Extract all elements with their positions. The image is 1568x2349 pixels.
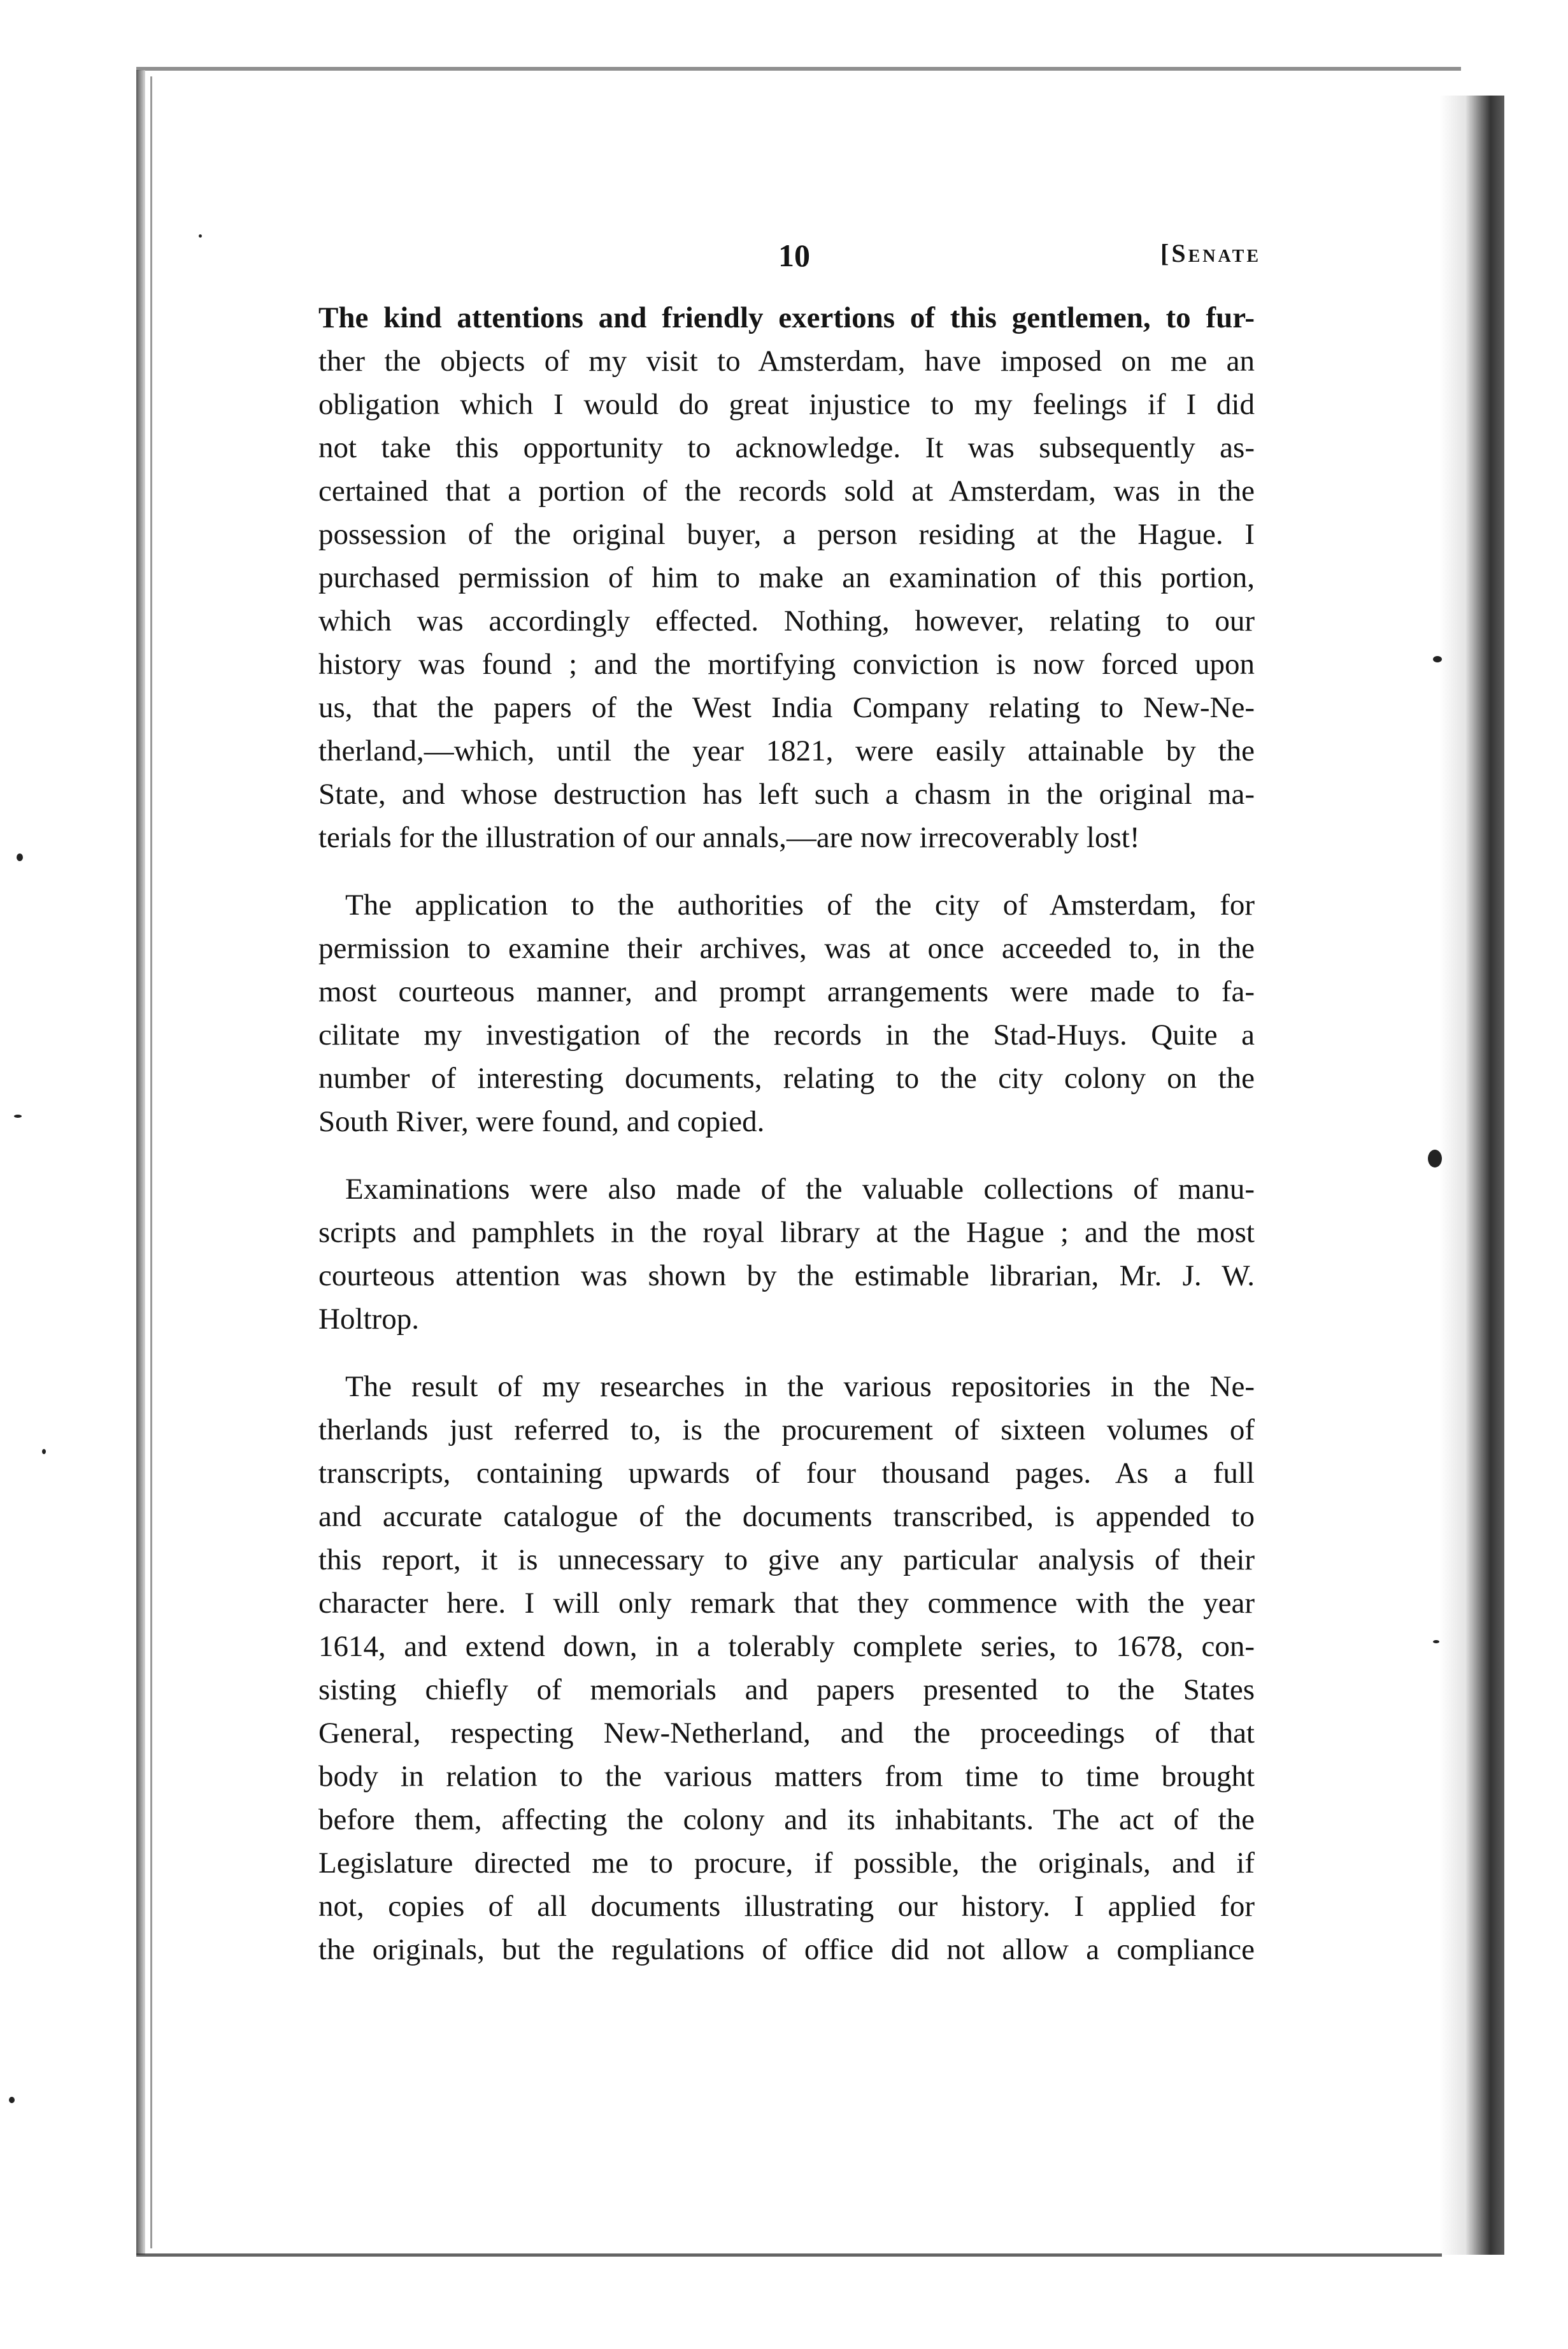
text-line: and accurate catalogue of the documents transcribed, is appended to bbox=[318, 1500, 1255, 1533]
page-left-rule bbox=[150, 76, 152, 2248]
text-line: character here. I will only remark that they commence with the year bbox=[318, 1587, 1255, 1620]
text-line: therlands just referred to, is the procurement of sixteen volumes of bbox=[318, 1413, 1255, 1446]
text-line: General, respecting New-Netherland, and the proceedings of that bbox=[318, 1717, 1255, 1750]
scan-speck bbox=[1433, 1640, 1439, 1643]
text-line: permission to examine their archives, was at once acceeded to, in the bbox=[318, 932, 1255, 965]
scan-speck bbox=[42, 1449, 46, 1454]
paragraph bbox=[318, 296, 1255, 859]
text-line: ther the objects of my visit to Amsterdam, have imposed on me an bbox=[318, 345, 1255, 378]
text-line: therland,—which, until the year 1821, were easily attainable by the bbox=[318, 734, 1255, 768]
text-line: most courteous manner, and prompt arrangements were made to fa- bbox=[318, 975, 1255, 1008]
scan-speck bbox=[17, 853, 23, 861]
text-line: The result of my researches in the various repositories in the Ne- bbox=[345, 1370, 1255, 1403]
text-line: sisting chiefly of memorials and papers presented to the States bbox=[318, 1673, 1255, 1706]
text-line: history was found ; and the mortifying conviction is now forced upon bbox=[318, 648, 1255, 681]
text-line: obligation which I would do great injustice to my feelings if I did bbox=[318, 388, 1255, 421]
text-line: certained that a portion of the records sold at Amsterdam, was in the bbox=[318, 475, 1255, 508]
text-line: Holtrop. bbox=[318, 1303, 419, 1336]
text-line: transcripts, containing upwards of four thousand pages. As a full bbox=[318, 1457, 1255, 1490]
text-line: which was accordingly effected. Nothing, however, relating to our bbox=[318, 604, 1255, 638]
text-line: The application to the authorities of the city of Amsterdam, for bbox=[345, 889, 1255, 922]
paragraph bbox=[318, 1365, 1255, 1971]
text-line: not, copies of all documents illustrating our history. I applied for bbox=[318, 1890, 1255, 1923]
text-line: State, and whose destruction has left such a chasm in the original ma- bbox=[318, 778, 1255, 811]
text-line: scripts and pamphlets in the royal library at the Hague ; and the most bbox=[318, 1216, 1255, 1249]
text-line: body in relation to the various matters from time to time brought bbox=[318, 1760, 1255, 1793]
paragraph bbox=[318, 1167, 1255, 1341]
text-line: before them, affecting the colony and its inhabitants. The act of the bbox=[318, 1803, 1255, 1836]
text-line: The kind attentions and friendly exertions of this gentlemen, to fur- bbox=[318, 301, 1255, 334]
scan-speck bbox=[9, 2097, 15, 2103]
text-line: terials for the illustration of our annals,—are now irrecoverably lost! bbox=[318, 821, 1140, 854]
book-binding bbox=[1465, 96, 1504, 2255]
page-bottom-edge bbox=[136, 2253, 1442, 2257]
text-line: possession of the original buyer, a person residing at the Hague. I bbox=[318, 518, 1255, 551]
text-line: not take this opportunity to acknowledge. It was subsequently as- bbox=[318, 431, 1255, 464]
text-line: South River, were found, and copied. bbox=[318, 1105, 765, 1138]
page-number: 10 bbox=[778, 238, 810, 273]
text-line: number of interesting documents, relating to the city colony on the bbox=[318, 1062, 1255, 1095]
body-text bbox=[318, 296, 1255, 1971]
scan-speck bbox=[1428, 1150, 1442, 1167]
page-top-edge bbox=[136, 67, 1461, 71]
text-line: cilitate my investigation of the records in the Stad-Huys. Quite a bbox=[318, 1018, 1255, 1052]
text-line: the originals, but the regulations of office did not allow a compliance bbox=[318, 1933, 1255, 1966]
scan-speck bbox=[199, 234, 202, 238]
text-line: purchased permission of him to make an examination of this portion, bbox=[318, 561, 1255, 594]
text-line: Examinations were also made of the valuable collections of manu- bbox=[345, 1173, 1255, 1206]
scan-speck bbox=[14, 1115, 22, 1118]
text-line: Legislature directed me to procure, if possible, the originals, and if bbox=[318, 1846, 1255, 1880]
text-line: courteous attention was shown by the estimable librarian, Mr. J. W. bbox=[318, 1259, 1255, 1292]
scan-speck bbox=[1433, 656, 1442, 662]
text-line: us, that the papers of the West India Company relating to New-Ne- bbox=[318, 691, 1255, 724]
running-title: [Senate bbox=[1160, 239, 1261, 268]
text-line: this report, it is unnecessary to give any particular analysis of their bbox=[318, 1543, 1255, 1576]
running-head bbox=[318, 237, 1261, 282]
page-left-edge bbox=[136, 70, 145, 2255]
paragraph bbox=[318, 883, 1255, 1143]
text-line: 1614, and extend down, in a tolerably complete series, to 1678, con- bbox=[318, 1630, 1255, 1663]
